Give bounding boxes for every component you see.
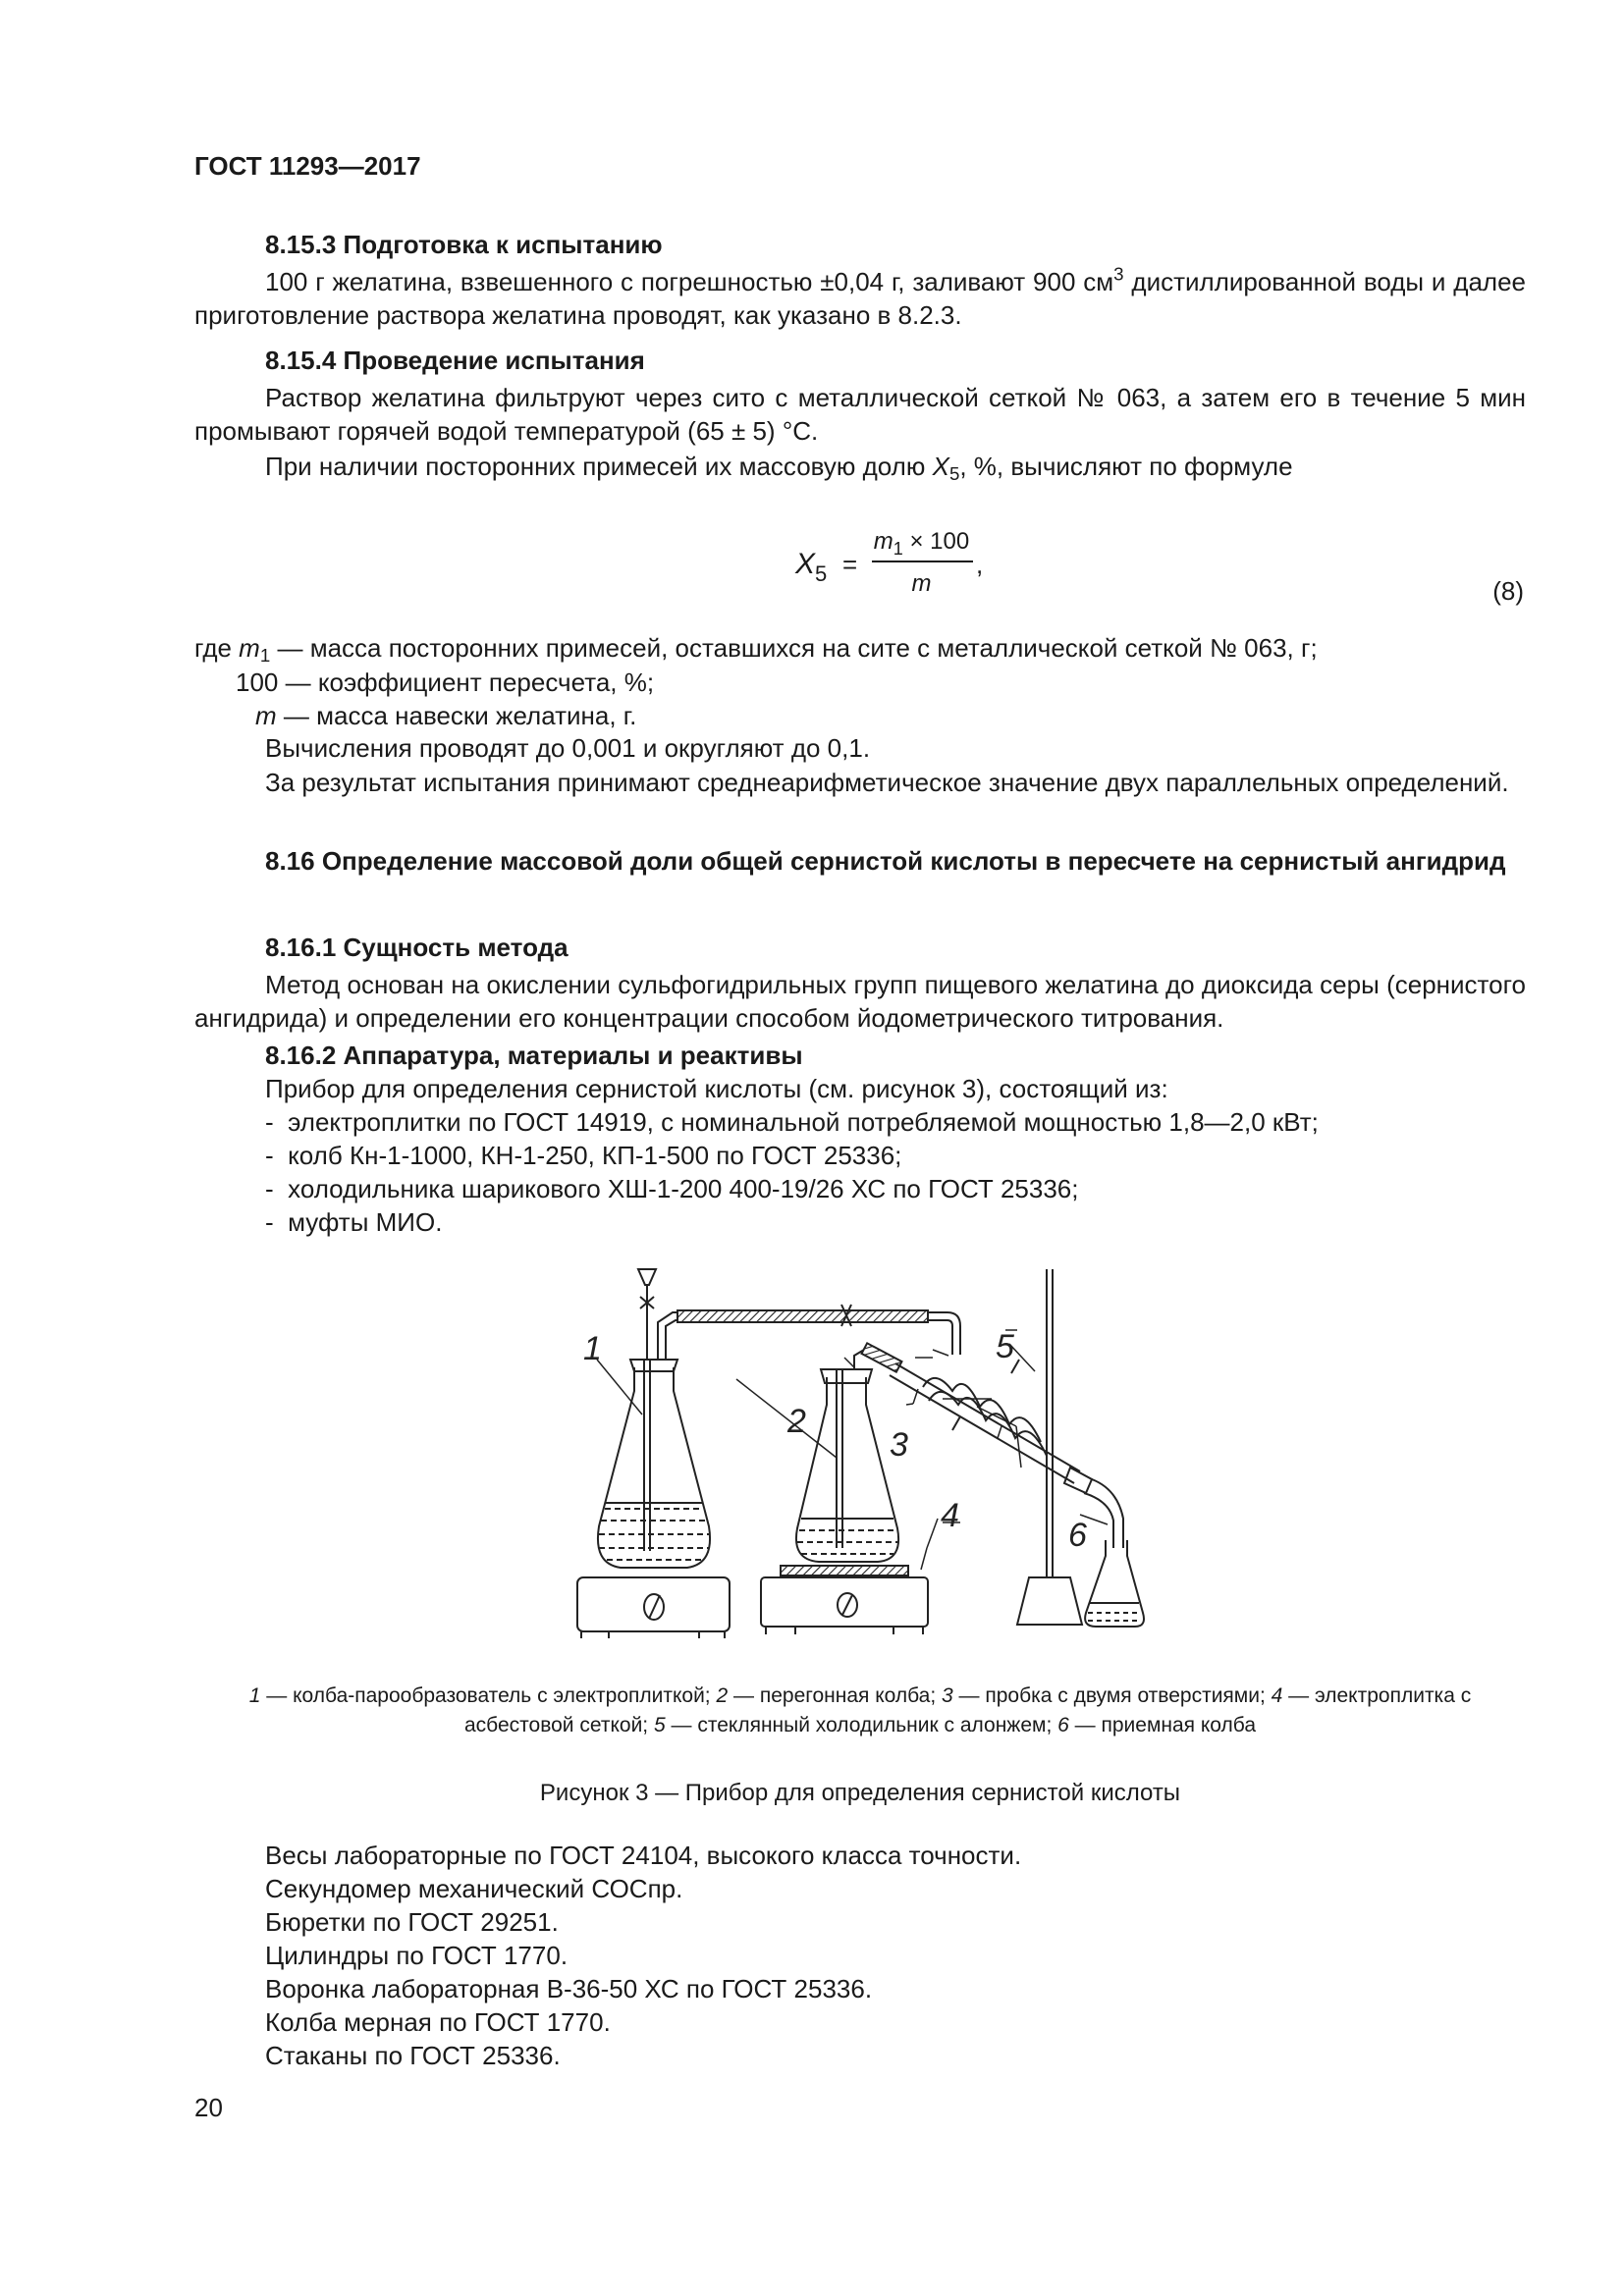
figure-label-6: 6 xyxy=(1068,1517,1087,1554)
subscript: 1 xyxy=(259,645,271,667)
figure-legend xyxy=(194,1682,1526,1740)
superscript: 3 xyxy=(1113,263,1124,285)
section-8-15-4-paragraph-1: Раствор желатина фильтруют через сито с металлической сеткой № 063, а затем его в течение 5 мин промывают горячей водой температурой (65 ± 5) °С. xyxy=(194,383,1526,446)
section-8-16-title: 8.16 Определение массовой доли общей сернистой кислоты в пересчете на сернистый ангидрид xyxy=(265,846,1506,876)
text-run: где xyxy=(194,633,240,663)
flask-2 xyxy=(796,1350,898,1562)
text-run: × 100 xyxy=(902,528,970,555)
subscript: 1 xyxy=(893,539,903,559)
formula-lhs xyxy=(795,548,827,587)
legend-number: 4 xyxy=(1271,1684,1283,1707)
list-item-text: муфты МИО. xyxy=(288,1207,443,1237)
document-header: ГОСТ 11293—2017 xyxy=(194,151,421,181)
legend-number: 6 xyxy=(1057,1714,1069,1736)
figure-label-1: 1 xyxy=(583,1330,602,1367)
text-run: , %, вычисляют по формуле xyxy=(959,452,1293,481)
section-8-15-4-title: 8.15.4 Проведение испытания xyxy=(265,346,645,375)
list-item: - колб Кн-1-1000, КН-1-250, КП-1-500 по ГОСТ 25336; xyxy=(265,1141,902,1170)
legend-number: 5 xyxy=(653,1714,666,1736)
equipment-item: Секундомер механический СОСпр. xyxy=(265,1874,683,1903)
formula-comma: , xyxy=(976,550,984,579)
legend-text: — стеклянный холодильник с алонжем; xyxy=(665,1714,1058,1736)
list-item-text: холодильника шарикового ХШ-1-200 400-19/26 ХС по ГОСТ 25336; xyxy=(288,1174,1079,1203)
page-number: 20 xyxy=(194,2093,223,2122)
hotplate-1 xyxy=(577,1577,730,1638)
result-paragraph: За результат испытания принимают среднеарифметическое значение двух параллельных определений. xyxy=(265,768,1509,797)
list-item: - муфты МИО. xyxy=(265,1207,443,1237)
equipment-item: Стаканы по ГОСТ 25336. xyxy=(265,2041,561,2070)
formula-number: (8) xyxy=(1492,576,1524,606)
legend-number: 2 xyxy=(716,1684,729,1707)
legend-text: — колба-парообразователь с электроплиткой; xyxy=(260,1684,717,1707)
section-8-15-3-title: 8.15.3 Подготовка к испытанию xyxy=(265,230,663,259)
section-8-15-4-paragraph-2 xyxy=(265,450,1293,491)
equipment-item: Воронка лабораторная В-36-50 ХС по ГОСТ 25336. xyxy=(265,1974,873,2003)
figure-label-5: 5 xyxy=(996,1328,1014,1365)
list-item-text: электроплитки по ГОСТ 14919, с номинальной потребляемой мощностью 1,8—2,0 кВт; xyxy=(288,1107,1319,1137)
legend-text: — пробка с двумя отверстиями; xyxy=(952,1684,1272,1707)
section-8-16-1-title: 8.16.1 Сущность метода xyxy=(265,933,568,962)
text-run: — масса посторонних примесей, оставшихся на сите с металлической сеткой № 063, г; xyxy=(270,633,1318,663)
text-run: 100 г желатина, взвешенного с погрешностью ±0,04 г, заливают 900 см xyxy=(265,267,1114,296)
receiving-flask xyxy=(1085,1540,1144,1627)
steam-tube xyxy=(658,1305,960,1360)
equipment-item: Цилиндры по ГОСТ 1770. xyxy=(265,1941,568,1970)
apparatus-intro: Прибор для определения сернистой кислоты (см. рисунок 3), состоящий из: xyxy=(265,1074,1168,1103)
section-8-16-1-paragraph: Метод основан на окислении сульфогидрильных групп пищевого желатина до диоксида серы (сернистого ангидрида) и определении его концентрации способом йодометрического титрования. xyxy=(194,970,1526,1033)
legend-number: 3 xyxy=(942,1684,953,1707)
legend-text: — перегонная колба; xyxy=(728,1684,942,1707)
figure-label-2: 2 xyxy=(787,1403,806,1440)
hotplate-2 xyxy=(761,1566,928,1634)
figure-label-4: 4 xyxy=(941,1497,959,1534)
equipment-item: Бюретки по ГОСТ 29251. xyxy=(265,1907,559,1937)
legend-text: — приемная колба xyxy=(1068,1714,1256,1736)
text-run: дистиллированной воды и далее приготовление раствора желатина проводят, как указано в 8.2.3. xyxy=(194,267,1527,330)
variable: X xyxy=(932,452,949,481)
figure-title: Рисунок 3 — Прибор для определения сернистой кислоты xyxy=(539,1780,1181,1806)
where-100: 100 — коэффициент пересчета, %; xyxy=(236,667,655,697)
figure-label-3: 3 xyxy=(890,1426,908,1464)
variable: m xyxy=(255,701,277,730)
subscript: 5 xyxy=(815,561,828,586)
formula-denominator: m xyxy=(911,570,932,597)
calc-precision: Вычисления проводят до 0,001 и округляют до 0,1. xyxy=(265,733,871,763)
list-item: - холодильника шарикового ХШ-1-200 400-19/26 ХС по ГОСТ 25336; xyxy=(265,1174,1079,1203)
section-8-15-3-paragraph xyxy=(194,265,1526,332)
text-run: При наличии посторонних примесей их массовую долю xyxy=(265,452,933,481)
legend-text: — электроплитка с асбестовой сеткой; xyxy=(464,1684,1472,1736)
variable: X xyxy=(795,548,816,580)
variable: m xyxy=(873,528,893,555)
where-m xyxy=(255,699,636,732)
dropping-funnel xyxy=(638,1269,656,1360)
variable: m xyxy=(239,633,260,663)
text-run: — масса навески желатина, г. xyxy=(276,701,637,730)
flask-1 xyxy=(598,1360,710,1568)
formula-equals: = xyxy=(842,550,858,579)
fraction-line xyxy=(872,561,973,562)
formula-8 xyxy=(795,528,992,607)
equipment-item: Колба мерная по ГОСТ 1770. xyxy=(265,2007,611,2037)
legend-number: 1 xyxy=(248,1684,261,1707)
formula-numerator xyxy=(870,528,973,560)
list-item: - электроплитки по ГОСТ 14919, с номинальной потребляемой мощностью 1,8—2,0 кВт; xyxy=(265,1107,1319,1137)
list-item-text: колб Кн-1-1000, КН-1-250, КП-1-500 по ГОСТ 25336; xyxy=(288,1141,902,1170)
subscript: 5 xyxy=(948,463,960,485)
apparatus-figure xyxy=(550,1261,1198,1654)
equipment-item: Весы лабораторные по ГОСТ 24104, высокого класса точности. xyxy=(265,1841,1022,1870)
section-8-16-2-title: 8.16.2 Аппаратура, материалы и реактивы xyxy=(265,1041,803,1070)
